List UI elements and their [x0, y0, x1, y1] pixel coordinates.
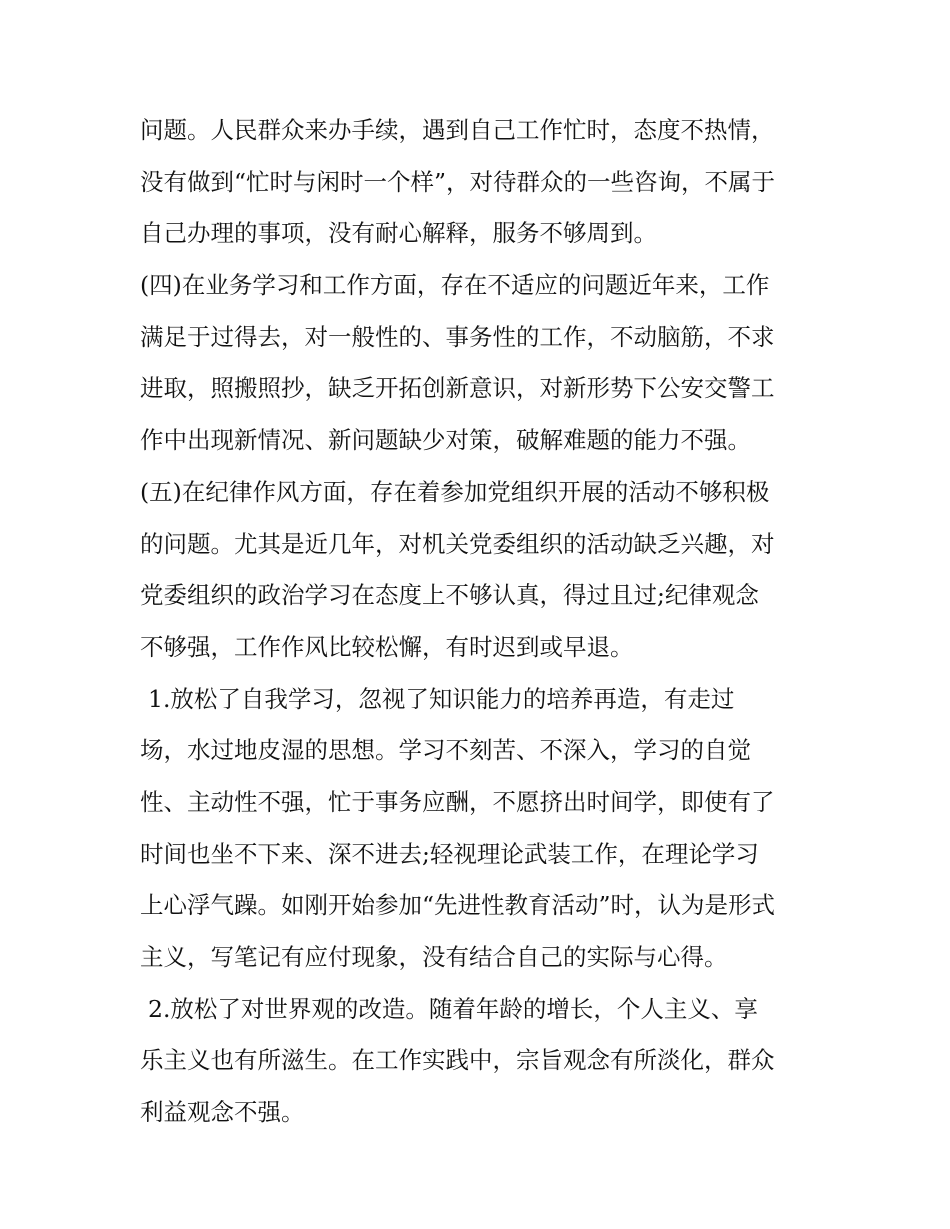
text-line: 乐主义也有所滋生。在工作实践中，宗旨观念有所淡化，群众 [140, 1046, 775, 1075]
text-line: 的问题。尤其是近几年，对机关党委组织的活动缺乏兴趣，对 [140, 529, 775, 558]
body-text [140, 105, 820, 1139]
numbered-item-one: 1.放松了自我学习，忽视了知识能力的培养再造，有走过 [148, 684, 735, 713]
text-line: 党委组织的政治学习在态度上不够认真，得过且过;纪律观念 [140, 581, 759, 610]
text-line: 没有做到“忙时与闲时一个样”，对待群众的一些咨询，不属于 [140, 167, 776, 196]
text-line: 时间也坐不下来、深不进去;轻视理论武装工作，在理论学习 [140, 839, 759, 868]
text-line: 进取，照搬照抄，缺乏开拓创新意识，对新形势下公安交警工 [140, 374, 775, 403]
text-line: 性、主动性不强，忙于事务应酬，不愿挤出时间学，即使有了 [140, 787, 775, 816]
numbered-item-two: 2.放松了对世界观的改造。随着年龄的增长，个人主义、享 [148, 994, 758, 1023]
text-line: 利益观念不强。 [140, 1098, 305, 1127]
text-line: 满足于过得去，对一般性的、事务性的工作，不动脑筋，不求 [140, 322, 775, 351]
text-line: 作中出现新情况、新问题缺少对策，破解难题的能力不强。 [140, 426, 751, 455]
text-line: 自己办理的事项，没有耐心解释，服务不够周到。 [140, 219, 657, 248]
text-line: 不够强，工作作风比较松懈，有时迟到或早退。 [140, 632, 634, 661]
text-line: 上心浮气躁。如刚开始参加“先进性教育活动”时，认为是形式 [140, 891, 776, 920]
text-line: 主义，写笔记有应付现象，没有结合自己的实际与心得。 [140, 943, 728, 971]
text-line: 场，水过地皮湿的思想。学习不刻苦、不深入，学习的自觉 [140, 736, 751, 765]
text-line: 问题。人民群众来办手续，遇到自己工作忙时，态度不热情， [140, 116, 775, 144]
section-heading-five: (五)在纪律作风方面，存在着参加党组织开展的活动不够积极 [140, 477, 770, 506]
section-heading-four: (四)在业务学习和工作方面，存在不适应的问题近年来，工作 [140, 271, 770, 300]
